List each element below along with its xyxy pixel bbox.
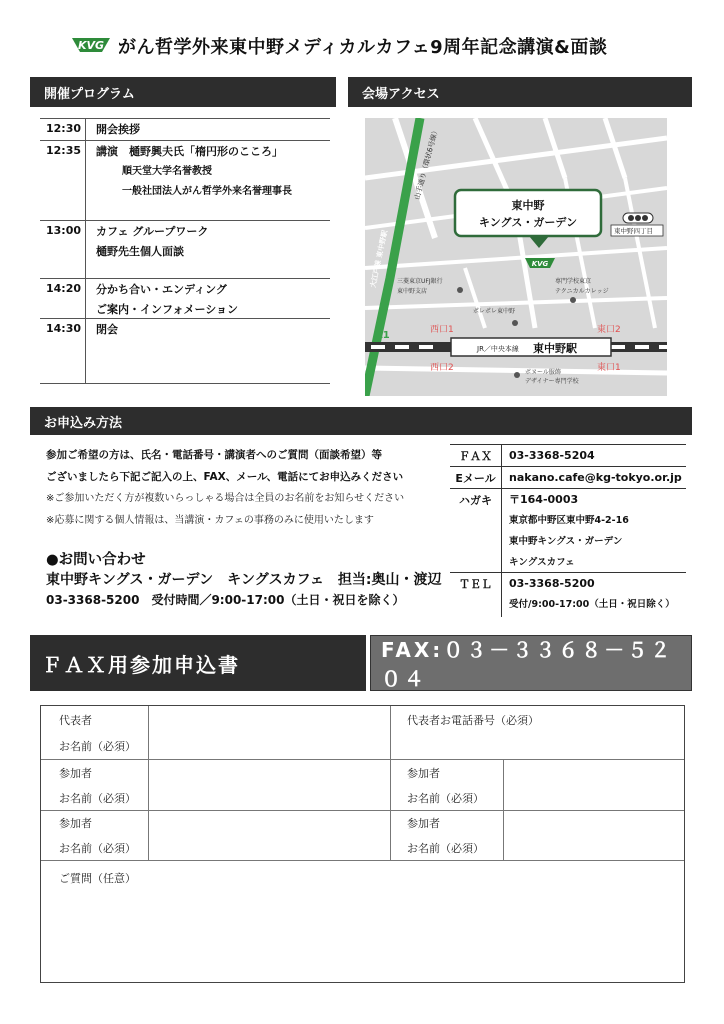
info-key: Eメール <box>450 467 502 488</box>
map-venue-name: 東中野 <box>511 199 545 212</box>
access-map <box>365 118 667 396</box>
participant-label: 参加者 <box>59 767 92 780</box>
map-label-school: テクニカルカレッジ <box>555 288 609 295</box>
participant-name-field[interactable] <box>504 811 683 859</box>
participant-label: 参加者 <box>407 767 440 780</box>
rep-name-field[interactable] <box>149 707 389 758</box>
program-time: 12:30 <box>40 119 86 140</box>
info-key: ハガキ <box>450 489 502 572</box>
program-item: 分かち合い・エンディング <box>96 283 227 296</box>
program-item: 講演 樋野興夫氏「楕円形のこころ」 <box>96 145 283 158</box>
program-row <box>40 118 330 140</box>
question-label: ご質問（任意） <box>59 872 136 885</box>
tel-hours: 受付/9:00-17:00（土日・祝日除く） <box>509 599 675 610</box>
access-heading: 会場アクセス <box>348 77 692 107</box>
program-heading: 開催プログラム <box>30 77 336 107</box>
map-label-school2: ボヌール服飾 <box>525 369 561 376</box>
participant-name-label: お名前（必須） <box>407 842 484 855</box>
map-label-bus-stop: 東中野四丁目 <box>614 227 653 235</box>
program-table <box>40 118 330 384</box>
participant-name-field[interactable] <box>504 760 683 809</box>
program-time: 14:20 <box>40 279 86 318</box>
kvg-logo <box>72 36 110 54</box>
program-item: カフェ グループワーク <box>96 225 209 238</box>
program-row <box>40 220 330 278</box>
participant-label: 参加者 <box>407 817 440 830</box>
fax-form-title: ＦＡＸ用参加申込書 <box>30 635 366 691</box>
participant-name-label: お名前（必須） <box>407 792 484 805</box>
program-subitem: 順天堂大学名誉教授 <box>122 166 212 177</box>
map-label-west1: 西口1 <box>430 325 454 335</box>
apply-heading: お申込み方法 <box>30 407 692 435</box>
page-title: がん哲学外来東中野メディカルカフェ9周年記念講演&面談 <box>118 37 608 58</box>
rep-phone-label: 代表者お電話番号（必須） <box>407 714 539 727</box>
contact-name: 東中野キングス・ガーデン キングスカフェ 担当:奥山・渡辺 <box>46 572 442 588</box>
svg-text:KVG: KVG <box>77 39 105 52</box>
apply-text: ございましたら下記ご記入の上、FAX、メール、電話にてお申込みください <box>46 471 404 483</box>
map-label-station: 東中野駅 <box>533 342 577 355</box>
program-item: 閉会 <box>96 323 118 336</box>
postal-address: 東京都中野区東中野4-2-16 <box>509 515 629 526</box>
fax-number: 03-3368-5204 <box>509 449 595 462</box>
program-item: ご案内・インフォメーション <box>96 303 239 316</box>
participant-name-label: お名前（必須） <box>59 792 136 805</box>
apply-text: 参加ご希望の方は、氏名・電話番号・講演者へのご質問（面談希望）等 <box>46 449 382 461</box>
info-row-email <box>450 467 686 489</box>
info-row-fax <box>450 445 686 467</box>
map-label-store: ポレポレ東中野 <box>473 308 516 315</box>
program-row <box>40 278 330 318</box>
map-label-east2: 東口2 <box>597 325 621 335</box>
program-row <box>40 318 330 384</box>
program-time: 14:30 <box>40 319 86 383</box>
map-label-bank: 東中野支店 <box>397 288 428 295</box>
postal-address: 東中野キングス・ガーデン <box>509 536 623 547</box>
email-address[interactable]: nakano.cafe@kg-tokyo.or.jp <box>509 471 682 484</box>
map-label-oedo: 大江戸線 東中野駅 <box>369 229 390 289</box>
program-item: 樋野先生個人面談 <box>96 245 184 258</box>
participant-name-label: お名前（必須） <box>59 842 136 855</box>
program-time: 13:00 <box>40 221 86 278</box>
rep-name-label: お名前（必須） <box>59 740 136 753</box>
participant-name-field[interactable] <box>149 760 389 809</box>
info-key: ＴＥＬ <box>450 573 502 617</box>
postal-code: 〒164-0003 <box>509 493 579 506</box>
program-subitem: 一般社団法人がん哲学外来名誉理事長 <box>122 186 292 197</box>
info-row-tel <box>450 573 686 617</box>
map-label-a1: A1 <box>375 330 390 341</box>
rep-phone-field[interactable] <box>391 728 683 758</box>
map-label-bank: 三菱東京UFJ銀行 <box>397 278 443 285</box>
info-key: ＦＡＸ <box>450 445 502 466</box>
postal-address: キングスカフェ <box>509 557 575 568</box>
apply-note: ※応募に関する個人情報は、当講演・カフェの事務のみに使用いたします <box>46 515 374 526</box>
map-label-east1: 東口1 <box>597 363 621 373</box>
map-label-west2: 西口2 <box>430 363 454 373</box>
map-label-yamate: 山手通り（環状6号線） <box>413 126 441 201</box>
contact-heading: ●お問い合わせ <box>46 552 146 568</box>
map-venue-name: キングス・ガーデン <box>478 216 578 229</box>
map-venue-logo: KVG <box>531 260 549 268</box>
contact-phone-hours: 03-3368-5200 受付時間／9:00-17:00（土日・祝日を除く） <box>46 593 405 607</box>
info-row-postcard <box>450 489 686 573</box>
tel-number: 03-3368-5200 <box>509 577 595 590</box>
program-row <box>40 140 330 220</box>
apply-note: ※ご参加いただく方が複数いらっしゃる場合は全員のお名前をお知らせください <box>46 493 405 504</box>
question-field[interactable] <box>149 861 683 982</box>
fax-application-form <box>40 705 685 983</box>
program-item: 開会挨拶 <box>96 123 140 136</box>
fax-form-number: FAX:０３－３３６８－５２０４ <box>370 635 692 691</box>
contact-info-table <box>450 444 686 617</box>
apply-instructions <box>46 446 456 534</box>
participant-name-field[interactable] <box>149 811 389 859</box>
map-label-jr: JR／中央本線 <box>477 345 519 353</box>
program-time: 12:35 <box>40 141 86 220</box>
map-label-school2: デザイナー専門学校 <box>525 378 579 385</box>
map-label-school: 専門学校東京 <box>555 278 592 285</box>
participant-label: 参加者 <box>59 817 92 830</box>
rep-label: 代表者 <box>59 714 92 727</box>
